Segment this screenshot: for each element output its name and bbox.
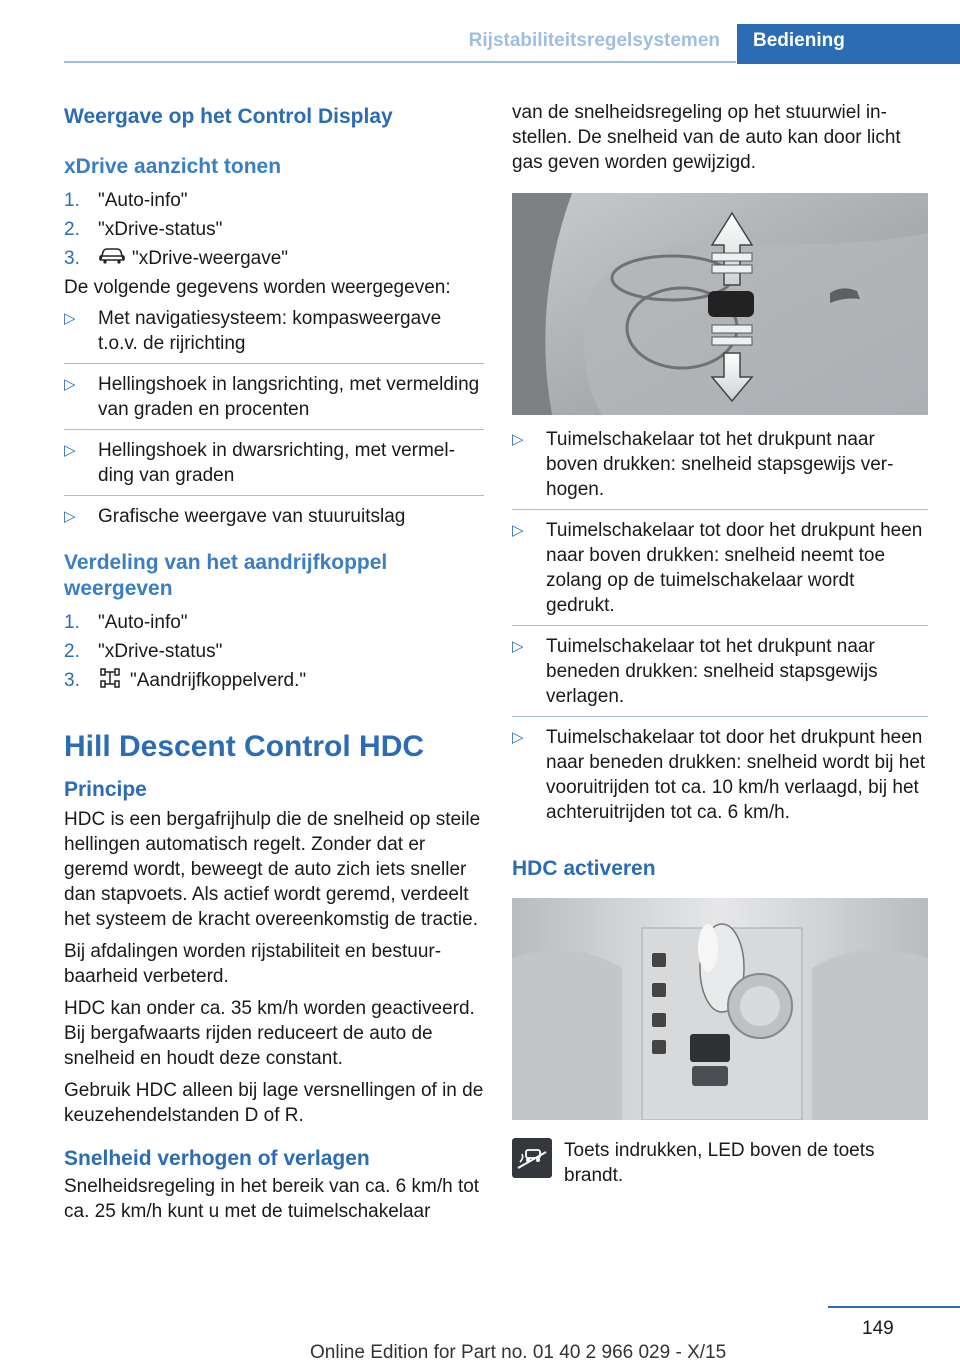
paragraph-hdc-principle: HDC is een bergafrijhulp die de snelheid op steile hellingen automatisch regelt. Zonder dat er geremd wordt, beweegt de auto zich iets sneller dan stapvoets. Als actief wordt geremd, verdeelt het systeem de kracht overeenkomstig de tractie.	[64, 809, 481, 930]
page-number: 149	[862, 1318, 894, 1339]
heading-principe: Principe	[64, 778, 147, 801]
numbered-list-torque	[64, 610, 484, 695]
list-item	[64, 306, 484, 364]
heading-speed-adjust: Snelheid verhogen of verlagen	[64, 1147, 370, 1170]
paragraph-speed-range: Snelheidsregeling in het bereik van ca. 6 km/h tot ca. 25 km/h kunt u met de tuimelschakelaar	[64, 1176, 480, 1222]
list-number: 2.	[64, 219, 80, 240]
heading-hdc-activate: HDC activeren	[512, 857, 656, 880]
list-text: Tuimelschakelaar tot door het drukpunt heen naar beneden drukken: snelheid wordt bij het vooruitrijden tot ca. 10 km/h verlaagd, bij het achteruitrijden tot ca. 6 km/h.	[546, 727, 926, 823]
list-text: Grafische weergave van stuuruitslag	[98, 506, 406, 527]
list-number: 2.	[64, 641, 80, 662]
heading-hdc: Hill Descent Control HDC	[64, 730, 425, 763]
bullet-triangle-icon: ▷	[64, 310, 76, 327]
drivetrain-icon	[98, 668, 130, 695]
paragraph-activation-speed: HDC kan onder ca. 35 km/h worden geactiveerd. Bij bergafwaarts rijden reduceert de auto de snelheid en houdt deze constant.	[64, 998, 475, 1069]
list-text: Hellingshoek in dwarsrichting, met vermelding van graden	[98, 440, 455, 486]
right-column	[512, 100, 928, 1188]
list-text: Tuimelschakelaar tot het drukpunt naar boven drukken: snelheid stapsgewijs verhogen.	[546, 429, 894, 500]
edition-footer: Online Edition for Part no. 01 40 2 966 029 - X/15	[310, 1342, 727, 1363]
hdc-button-icon	[512, 1138, 552, 1178]
list-number: 1.	[64, 612, 80, 633]
bullet-triangle-icon: ▷	[512, 729, 524, 746]
list-item	[64, 639, 484, 664]
list-item	[64, 610, 484, 635]
list-item	[512, 427, 928, 510]
paragraph-speed-continued: van de snelheidsregeling op het stuurwiel instellen. De snelheid van de auto kan door licht gas geven worden gewijzigd.	[512, 102, 901, 173]
list-item	[64, 438, 484, 496]
bullet-triangle-icon: ▷	[512, 522, 524, 539]
paragraph-gears: Gebruik HDC alleen bij lage versnellingen of in de keuzehendelstanden D of R.	[64, 1080, 484, 1126]
list-text: Hellingshoek in langsrichting, met vermelding van graden en procenten	[98, 374, 480, 420]
chapter-tab-label: Bediening	[753, 30, 845, 51]
left-column	[64, 100, 484, 1224]
bullet-triangle-icon: ▷	[64, 508, 76, 525]
list-number: 1.	[64, 190, 80, 211]
list-item	[64, 217, 484, 242]
list-item	[512, 518, 928, 626]
list-number: 3.	[64, 670, 80, 691]
list-text: "Auto-info"	[98, 190, 188, 211]
bullet-triangle-icon: ▷	[64, 376, 76, 393]
header-rule	[64, 61, 736, 63]
list-text: "Aandrijfkoppelverd."	[130, 670, 307, 691]
list-text: "Auto-info"	[98, 612, 188, 633]
list-text: "xDrive-weergave"	[132, 248, 289, 269]
list-text: "xDrive-status"	[98, 219, 223, 240]
list-text: "xDrive-status"	[98, 641, 223, 662]
list-item	[64, 668, 484, 695]
steering-wheel-switch-image	[512, 193, 928, 415]
list-item	[64, 372, 484, 430]
list-text: Tuimelschakelaar tot door het drukpunt heen naar boven drukken: snelheid neemt toe zolang op de tuimelschakelaar wordt gedrukt.	[546, 520, 923, 616]
list-text: Met navigatiesysteem: kompasweergave t.o.v. de rijrichting	[98, 308, 442, 354]
bullet-triangle-icon: ▷	[64, 442, 76, 459]
bullet-triangle-icon: ▷	[512, 638, 524, 655]
bullet-triangle-icon: ▷	[512, 431, 524, 448]
heading-torque-distribution: Verdeling van het aandrijfkoppel weergeven	[64, 551, 388, 600]
bullet-list-display	[64, 306, 484, 536]
instruction-row	[512, 1138, 928, 1188]
footer-rule	[828, 1306, 960, 1308]
list-number: 3.	[64, 248, 80, 269]
list-item	[64, 246, 484, 271]
instruction-text: Toets indrukken, LED boven de toets brandt.	[564, 1140, 875, 1186]
list-item	[64, 188, 484, 213]
list-item	[64, 504, 484, 536]
heading-control-display: Weergave op het Control Display	[64, 105, 393, 128]
car-icon	[98, 246, 132, 271]
list-item	[512, 725, 928, 832]
chapter-tab	[737, 24, 960, 64]
bullet-list-rocker	[512, 427, 928, 832]
numbered-list-xdrive	[64, 188, 484, 271]
list-item	[512, 634, 928, 717]
paragraph-stability: Bij afdalingen worden rijstabiliteit en bestuurbaarheid verbeterd.	[64, 941, 442, 987]
heading-xdrive-view: xDrive aanzicht tonen	[64, 155, 282, 178]
center-console-image	[512, 898, 928, 1120]
list-text: Tuimelschakelaar tot het drukpunt naar beneden drukken: snelheid stapsgewijs verlagen.	[546, 636, 878, 707]
section-title: Rijstabiliteitsregelsystemen	[468, 30, 720, 51]
intro-text: De volgende gegevens worden weergegeven:	[64, 277, 451, 298]
